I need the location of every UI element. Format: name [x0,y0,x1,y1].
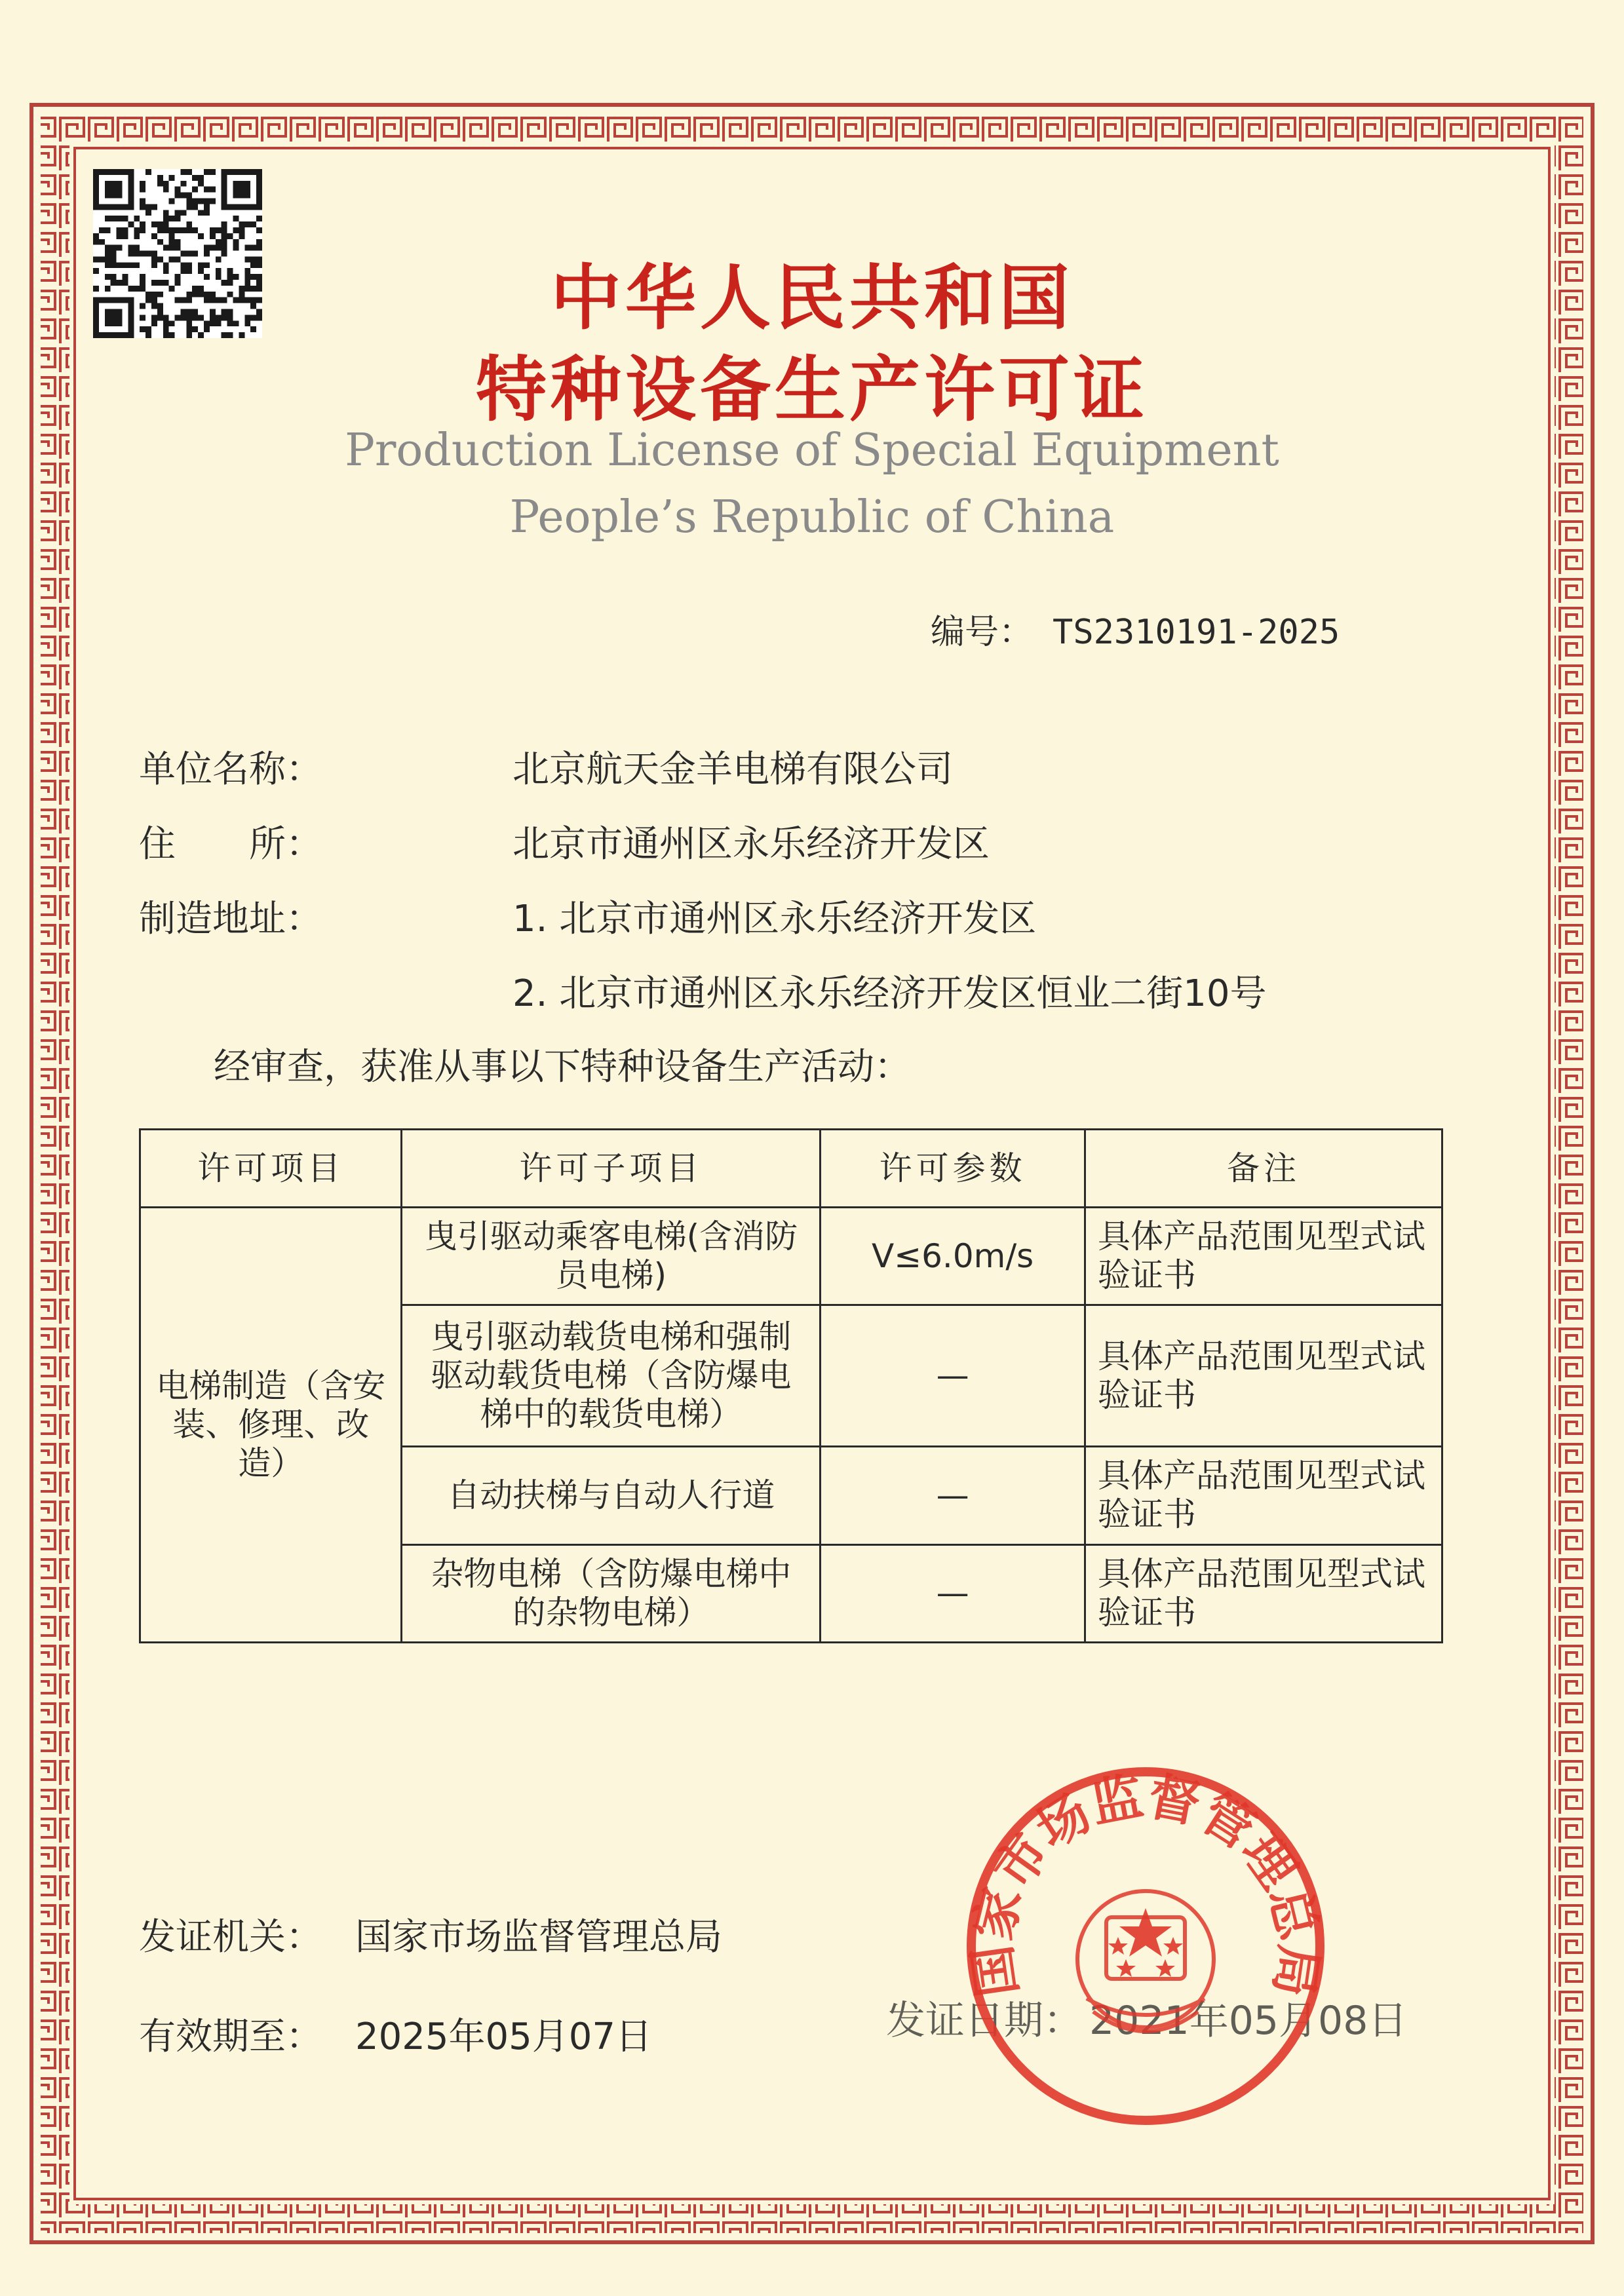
company-name-row [139,740,953,793]
approval-statement: 经审查，获准从事以下特种设备生产活动： [214,1046,911,1088]
header-remarks: 备注 [1085,1130,1442,1208]
license-table [139,1128,1443,1643]
company-address-value: 北京市通州区永乐经济开发区 [512,823,990,866]
issuer-label: 发证机关： [139,1916,322,1959]
parameter-cell: V≤6.0m/s [821,1208,1085,1305]
header-parameter: 许可参数 [821,1130,1085,1208]
title-chinese-line1: 中华人民共和国 [550,258,1073,339]
table-row [140,1208,1442,1305]
company-address-label: 住 所： [139,823,322,866]
validity-row [139,2008,652,2060]
validity-value: 2025年05月07日 [355,2016,653,2058]
manufacturing-address-2: 2. 北京市通州区永乐经济开发区恒业二街10号 [512,972,1267,1015]
remarks-cell: 具体产品范围见型式试验证书 [1085,1544,1442,1642]
license-item-cell: 电梯制造（含安装、修理、改造） [140,1208,402,1643]
validity-label: 有效期至： [139,2016,322,2058]
sub-item-cell: 自动扶梯与自动人行道 [402,1447,821,1544]
parameter-cell: — [821,1447,1085,1544]
official-seal-icon [962,1763,1329,2130]
parameter-cell: — [821,1544,1085,1642]
parameter-cell: — [821,1305,1085,1447]
header-license-item: 许可项目 [140,1130,402,1208]
company-address-row [139,815,990,868]
issuer-row [139,1908,722,1961]
remarks-cell: 具体产品范围见型式试验证书 [1085,1208,1442,1305]
certificate-number-value: TS2310191-2025 [1053,613,1340,652]
sub-item-cell: 曳引驱动载货电梯和强制驱动载货电梯（含防爆电梯中的载货电梯） [402,1305,821,1447]
title-english-line1: Production License of Special Equipment [345,425,1279,476]
manufacturing-address-row [139,890,1036,942]
manufacturing-address-1: 1. 北京市通州区永乐经济开发区 [512,898,1037,940]
certificate-number-label: 编号： [931,613,1034,652]
issue-date-value: 2021年05月08日 [1089,1998,1408,2044]
title-chinese-line2: 特种设备生产许可证 [475,349,1148,431]
issuer-value: 国家市场监督管理总局 [355,1916,722,1959]
company-name-value: 北京航天金羊电梯有限公司 [512,748,953,791]
sub-item-cell: 曳引驱动乘客电梯(含消防员电梯) [402,1208,821,1305]
company-name-label: 单位名称： [139,748,322,791]
header-sub-item: 许可子项目 [402,1130,821,1208]
remarks-cell: 具体产品范围见型式试验证书 [1085,1447,1442,1544]
remarks-cell: 具体产品范围见型式试验证书 [1085,1305,1442,1447]
title-english-line2: People’s Republic of China [509,491,1115,543]
manufacturing-address-label: 制造地址： [139,898,322,940]
sub-item-cell: 杂物电梯（含防爆电梯中的杂物电梯） [402,1544,821,1642]
issue-date-label: 发证日期： [886,1998,1083,2044]
table-header-row [140,1130,1442,1208]
seal-text: 国家市场监督管理总局 [963,1767,1328,2000]
certificate-number [931,604,1340,653]
